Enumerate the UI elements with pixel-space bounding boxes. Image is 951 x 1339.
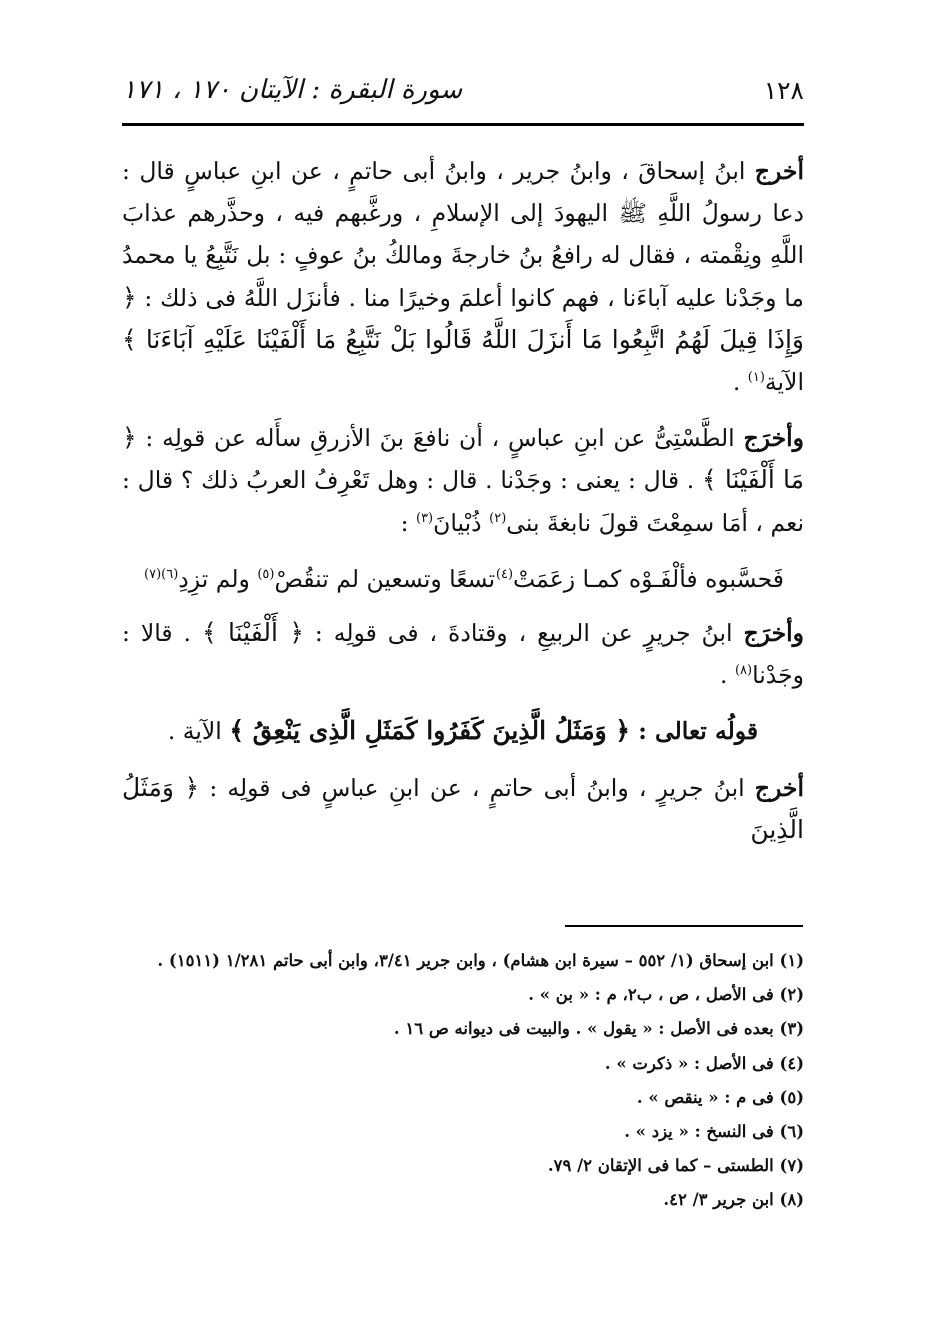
- poem-hemistich-left: [144, 558, 495, 600]
- poem-hemistich-right: [496, 558, 784, 600]
- poem-text: ولم تزِدِ: [178, 564, 258, 593]
- page-number: ١٢٨: [763, 75, 804, 105]
- footnote-rule: [565, 925, 803, 927]
- footnote-5: (٥) فى م : « ينقص » .: [636, 1087, 804, 1107]
- paragraph-2: [122, 417, 804, 544]
- paragraph-lead: أخرج: [754, 773, 804, 802]
- quran-quote: ﴿ وَمَثَلُ الَّذِينَ: [122, 772, 804, 844]
- footnote-ref: (٢): [489, 510, 507, 526]
- footnote-8: (٨) ابن جرير ٣/ ٤٢.: [663, 1190, 804, 1210]
- footnote-1: (١) ابن إسحاق (١/ ٥٥٢ – سيرة ابن هشام) ، وابن جرير ٣/٤١، وابن أبى حاتم ١/٢٨١ (١٥١١) .: [157, 951, 804, 970]
- footnote-ref: (٣): [415, 510, 434, 526]
- poem-verse: [122, 558, 804, 600]
- footnote-ref: (٦)(٧): [144, 567, 179, 582]
- footnote-6: (٦) فى النسخ : « يزد » .: [624, 1122, 804, 1142]
- quran-quote: ﴿ مَا أَلْفَيْنَا ﴾: [122, 423, 804, 495]
- paragraph-text: الآية: [764, 368, 804, 397]
- paragraph-text: ابنُ جريرٍ ، وابنُ أبى حاتمٍ ، عن ابنِ عباسٍ فى قولِه :: [199, 773, 755, 802]
- footnote-ref: (١): [747, 370, 765, 386]
- footnote-ref: (٤): [495, 567, 514, 582]
- poem-text: تسعًا وتسعين لم تنقُصْ: [274, 564, 496, 593]
- paragraph-text: :: [400, 508, 416, 537]
- paragraph-lead: وأخرَج: [743, 424, 804, 453]
- paragraph-4: [122, 767, 804, 851]
- footnote-ref: (٨): [734, 663, 753, 679]
- paragraph-text: ذُبْيانَ: [433, 508, 490, 537]
- heading-end: الآية .: [167, 717, 230, 746]
- paragraph-3: وأخرَج ابنُ جريرٍ عن الربيعِ ، وقتادةَ ، فى قولِه : ﴿ أَلْفَيْنَا ﴾ . قالا : وجَدْنا$^{(٨)}$ .: [122, 618, 804, 690]
- verse-heading: [122, 710, 804, 752]
- poem-text: فَحسَّبوه فألْفَـوْه كمـا زعَمَتْ: [513, 564, 784, 593]
- running-header: [122, 70, 804, 110]
- main-text: [122, 150, 804, 865]
- footnote-4: (٤) فى الأصل : « ذكرت » .: [604, 1053, 804, 1073]
- footnote-3: (٣) بعده فى الأصل : « يقول » . والبيت فى ديوانه ص ١٦ .: [393, 1019, 804, 1039]
- heading-lead: قولُه تعالى :: [630, 717, 759, 746]
- paragraph-lead: وأخرَج: [743, 619, 804, 648]
- paragraph-text: . قالا : وجَدْنا: [122, 619, 804, 690]
- header-rule: [122, 123, 804, 126]
- quran-quote: ﴿ وَمَثَلُ الَّذِينَ كَفَرُوا كَمَثَلِ الَّذِى يَنْعِقُ ﴾: [229, 716, 631, 746]
- running-title: سورة البقرة : الآيتان ١٧٠ ، ١٧١: [122, 75, 463, 105]
- quran-quote: ﴿ أَلْفَيْنَا ﴾: [201, 618, 304, 648]
- footnote-ref: (٥): [257, 567, 275, 582]
- footnote-7: (٧) الطستى – كما فى الإتقان ٢/ ٧٩.: [547, 1156, 804, 1176]
- footnotes: [122, 944, 804, 1218]
- paragraph-text: الطَّسْتِىُّ عن ابنِ عباسٍ ، أن نافعَ بنَ الأزرقِ سأَله عن قولِه :: [136, 424, 744, 453]
- paragraph-text: ابنُ جريرٍ عن الربيعِ ، وقتادةَ ، فى قولِه :: [303, 619, 744, 648]
- quran-quote: ﴿ وَإِذَا قِيلَ لَهُمُ اتَّبِعُوا مَا أَنزَلَ اللَّهُ قَالُوا بَلْ نَتَّبِعُ مَا أَلْفَيْنَا عَلَيْهِ آبَاءَنَا ﴾: [122, 282, 804, 354]
- paragraph-text: ابنُ إسحاقَ ، وابنُ جرير ، وابنُ أبى حاتمٍ ، عن ابنِ عباسٍ قال : دعا رسولُ اللَّهِ ﷺ اليهودَ إلى الإسلامِ ، ورغَّبهم فيه ، وحذَّرهم عذابَ اللَّهِ ونِقْمته ، فقال له رافعُ بنُ خارجةَ ومالكُ بنُ عوفٍ : بل نَتَّبِعُ يا محمدُ ما وجَدْنا عليه آباءَنا ، فهم كانوا أعلمَ وخيرًا منا . فأنزَل اللَّهُ فى ذلك :: [122, 157, 804, 312]
- paragraph-text: . قال : يعنى : وجَدْنا . قال : وهل تَعْرِفُ العربُ ذلك ؟ قال : نعم ، أمَا سمِعْتَ قولَ نابغةَ بنى: [122, 466, 804, 537]
- paragraph-1: أخرج ابنُ إسحاقَ ، وابنُ جرير ، وابنُ أبى حاتمٍ ، عن ابنِ عباسٍ قال : دعا رسولُ اللَّهِ ﷺ اليهودَ إلى الإسلامِ ، ورغَّبهم فيه ، وحذَّرهم عذابَ اللَّهِ ونِقْمته ، فقال له رافعُ بنُ خارجةَ ومالكُ بنُ عوفٍ : بل نَتَّبِعُ يا محمدُ ما وجَدْنا عليه آباءَنا ، فهم كانوا أعلمَ وخيرًا منا . فأنزَل اللَّهُ فى ذلك : ﴿ وَإِذَا قِيلَ لَهُمُ اتَّبِعُوا مَا أَنزَلَ اللَّهُ قَالُوا بَلْ نَتَّبِعُ مَا أَلْفَيْنَا عَلَيْهِ آبَاءَنَا ﴾ الآية$^{(١)}$ .: [122, 157, 804, 397]
- footnote-2: (٢) فى الأصل ، ص ، ب٢، م : « بن » .: [528, 985, 804, 1005]
- paragraph-lead: أخرج: [754, 157, 804, 185]
